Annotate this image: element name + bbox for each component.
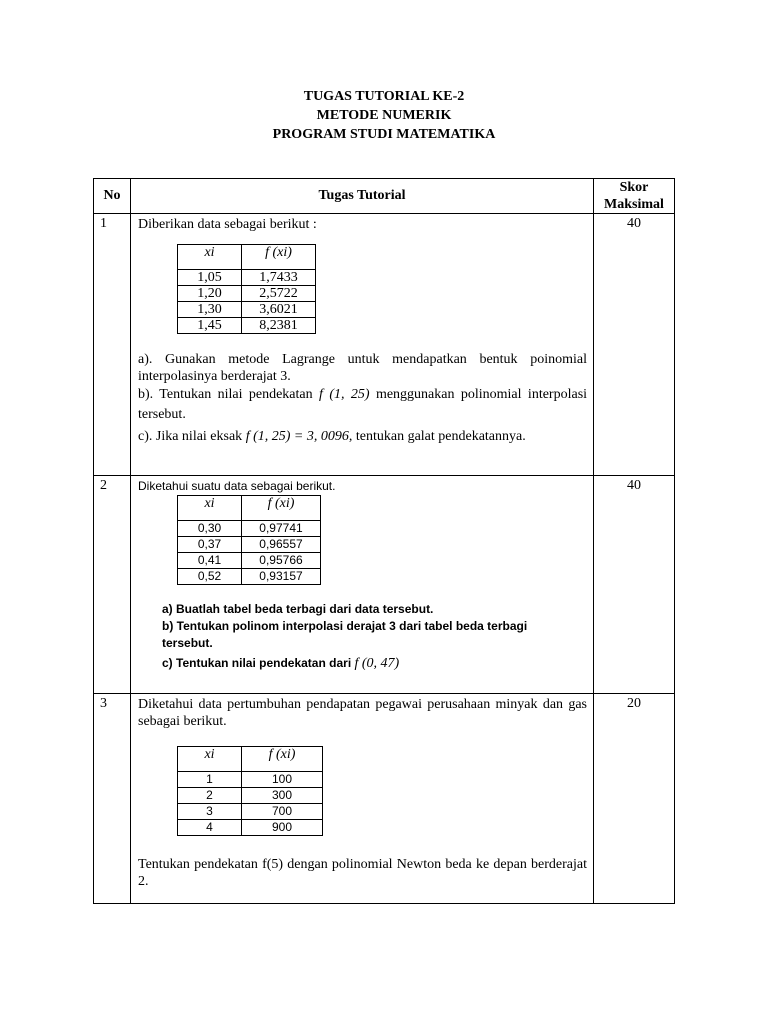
header-skor: Skor Maksimal <box>594 179 675 214</box>
title-line-2: METODE NUMERIK <box>316 108 452 123</box>
title-line-3: PROGRAM STUDI MATEMATIKA <box>272 127 496 142</box>
question-text: Tentukan pendekatan f(5) dengan polinomial Newton beda ke depan berderajat 2. <box>138 857 587 889</box>
math-expr: f (1, 25) = 3, 0096 <box>245 429 349 444</box>
question-number: 2 <box>94 476 131 694</box>
table-row <box>178 537 321 553</box>
table-row <box>178 804 323 820</box>
part-b: b). Tentukan nilai pendekatan f (1, 25) menggunakan polinomial interpolasi tersebut. <box>138 387 588 422</box>
score: 20 <box>594 694 675 904</box>
question-number: 1 <box>94 214 131 476</box>
cell-x: 1,30 <box>178 302 242 318</box>
question-content <box>131 476 594 694</box>
table-row <box>178 286 316 302</box>
question-intro: Diberikan data sebagai berikut : <box>138 217 317 232</box>
cell-fx: 100 <box>242 772 323 788</box>
table-row <box>178 553 321 569</box>
part-a: a) Buatlah tabel beda terbagi dari data tersebut. <box>162 602 434 616</box>
question-intro: Diketahui suatu data sebagai berikut. <box>138 479 336 493</box>
cell-x: 1,20 <box>178 286 242 302</box>
question-content <box>131 214 594 476</box>
assignment-table <box>93 178 675 904</box>
table-row <box>178 569 321 585</box>
cell-fx: 700 <box>242 804 323 820</box>
header-fx: f (xi) <box>242 245 316 270</box>
header-x: xi <box>178 747 242 772</box>
score: 40 <box>594 214 675 476</box>
part-c: c) Tentukan nilai pendekatan dari f (0, 47) <box>162 656 400 671</box>
question-intro: Diketahui data pertumbuhan pendapatan pegawai perusahaan minyak dan gas sebagai berikut. <box>138 697 587 729</box>
cell-x: 2 <box>178 788 242 804</box>
cell-fx: 8,2381 <box>242 318 316 334</box>
part-b: b) Tentukan polinom interpolasi derajat 3 dari tabel beda terbagi tersebut. <box>162 619 528 650</box>
data-table <box>177 746 323 836</box>
header-row <box>94 179 675 214</box>
table-row <box>178 521 321 537</box>
header-no: No <box>94 179 131 214</box>
cell-x: 0,30 <box>178 521 242 537</box>
title-line-1: TUGAS TUTORIAL KE-2 <box>303 89 465 104</box>
cell-fx: 2,5722 <box>242 286 316 302</box>
question-content <box>131 694 594 904</box>
question-row-2 <box>94 476 675 694</box>
cell-fx: 0,95766 <box>242 553 321 569</box>
score: 40 <box>594 476 675 694</box>
cell-fx: 0,97741 <box>242 521 321 537</box>
question-row-1 <box>94 214 675 476</box>
cell-fx: 0,93157 <box>242 569 321 585</box>
cell-x: 1 <box>178 772 242 788</box>
cell-x: 0,52 <box>178 569 242 585</box>
cell-x: 4 <box>178 820 242 836</box>
part-c: c). Jika nilai eksak f (1, 25) = 3, 0096, tentukan galat pendekatannya. <box>138 429 526 444</box>
question-number: 3 <box>94 694 131 904</box>
data-table <box>177 495 321 585</box>
cell-fx: 900 <box>242 820 323 836</box>
cell-x: 0,37 <box>178 537 242 553</box>
header-fx: f (xi) <box>242 496 321 521</box>
table-row <box>178 820 323 836</box>
document-title <box>0 87 768 144</box>
cell-fx: 0,96557 <box>242 537 321 553</box>
table-row <box>178 302 316 318</box>
math-expr: f (1, 25) <box>319 387 370 402</box>
cell-fx: 1,7433 <box>242 270 316 286</box>
table-row <box>178 270 316 286</box>
math-expr: f (0, 47) <box>354 656 400 671</box>
cell-fx: 3,6021 <box>242 302 316 318</box>
table-row <box>178 788 323 804</box>
data-table <box>177 244 316 334</box>
header-fx: f (xi) <box>242 747 323 772</box>
cell-fx: 300 <box>242 788 323 804</box>
part-a: a). Gunakan metode Lagrange untuk mendapatkan bentuk poinomial interpolasinya berderajat 3. <box>138 352 587 384</box>
cell-x: 1,05 <box>178 270 242 286</box>
cell-x: 0,41 <box>178 553 242 569</box>
table-row <box>178 318 316 334</box>
table-row <box>178 772 323 788</box>
header-x: xi <box>178 496 242 521</box>
header-tugas: Tugas Tutorial <box>131 179 594 214</box>
cell-x: 3 <box>178 804 242 820</box>
cell-x: 1,45 <box>178 318 242 334</box>
header-x: xi <box>178 245 242 270</box>
question-row-3 <box>94 694 675 904</box>
